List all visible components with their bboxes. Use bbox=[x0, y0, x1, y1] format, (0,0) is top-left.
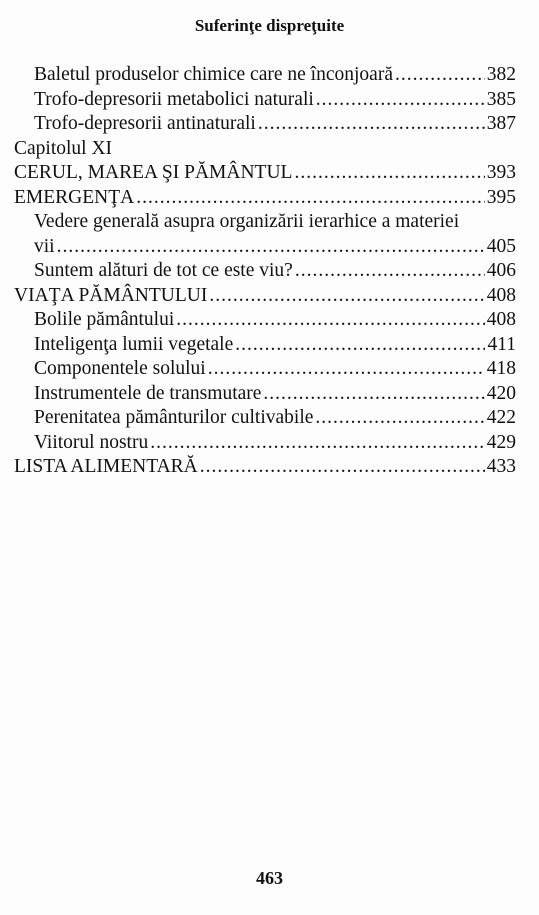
toc-leader-dots bbox=[136, 186, 485, 211]
toc-entry bbox=[14, 308, 516, 333]
toc-entry-page: 418 bbox=[486, 358, 516, 379]
toc-leader-dots bbox=[208, 357, 485, 382]
toc-entry-page: 429 bbox=[486, 431, 516, 453]
toc-entry-page: 433 bbox=[486, 456, 516, 477]
toc-entry-title: Capitolul XI bbox=[14, 137, 113, 159]
toc-entry-title-continuation: vii bbox=[34, 235, 55, 257]
toc-entry bbox=[14, 112, 516, 137]
toc-entry-page: 395 bbox=[486, 186, 516, 208]
toc-entry-title: Inteligenţa lumii vegetale bbox=[34, 333, 234, 355]
toc-entry bbox=[14, 357, 516, 382]
toc-leader-dots bbox=[295, 259, 485, 284]
toc-entry-title: Trofo-depresorii antinaturali bbox=[34, 113, 256, 134]
toc-entry-page: 408 bbox=[486, 284, 516, 306]
page-number: 463 bbox=[256, 868, 283, 888]
toc-entry-title: Viitorul nostru bbox=[34, 431, 149, 453]
toc-leader-dots bbox=[209, 284, 484, 309]
toc-entry-title: Suntem alături de tot ce este viu? bbox=[34, 260, 293, 281]
toc-entry bbox=[14, 161, 516, 186]
toc-entry bbox=[14, 63, 516, 88]
toc-chapter-label bbox=[14, 137, 516, 162]
toc-leader-dots bbox=[258, 112, 485, 137]
toc-entry-page: 420 bbox=[486, 382, 516, 404]
toc-entry-page: 385 bbox=[486, 88, 516, 110]
toc-leader-dots bbox=[263, 382, 484, 407]
toc-entry bbox=[14, 382, 516, 407]
toc-entry-title: LISTA ALIMENTARĂ bbox=[14, 456, 198, 477]
toc-leader-dots bbox=[316, 88, 485, 113]
toc-entry-title: Componentele solului bbox=[34, 358, 206, 379]
toc-entry bbox=[14, 88, 516, 113]
toc-entry-page: 406 bbox=[486, 260, 516, 281]
toc-entry-page: 387 bbox=[486, 113, 516, 134]
toc-entry-title: Trofo-depresorii metabolici naturali bbox=[34, 88, 314, 110]
toc-entry-title: CERUL, MAREA ŞI PĂMÂNTUL bbox=[14, 162, 293, 183]
toc-entry bbox=[14, 455, 516, 480]
toc-leader-dots bbox=[294, 161, 484, 186]
toc-entry-title: Bolile pământului bbox=[34, 309, 175, 330]
toc-entry bbox=[14, 186, 516, 211]
table-of-contents bbox=[14, 63, 516, 480]
toc-leader-dots bbox=[57, 235, 485, 260]
toc-entry bbox=[14, 235, 516, 260]
toc-leader-dots bbox=[235, 333, 485, 358]
toc-entry bbox=[14, 333, 516, 358]
toc-entry bbox=[14, 259, 516, 284]
toc-entry-title: Vedere generală asupra organizării ierarhice a materiei bbox=[34, 211, 460, 232]
toc-entry-title: Perenitatea pământurilor cultivabile bbox=[34, 407, 314, 428]
toc-entry bbox=[14, 284, 516, 309]
toc-entry-page: 411 bbox=[487, 333, 516, 355]
toc-entry-title: Instrumentele de transmutare bbox=[34, 382, 262, 404]
toc-leader-dots bbox=[315, 406, 484, 431]
toc-entry-page: 422 bbox=[486, 407, 516, 428]
toc-entry-page: 393 bbox=[486, 162, 516, 183]
toc-leader-dots bbox=[150, 431, 485, 456]
toc-entry-title: EMERGENŢA bbox=[14, 186, 135, 208]
toc-leader-dots bbox=[395, 63, 485, 88]
running-head: Suferinţe dispreţuite bbox=[194, 16, 345, 35]
toc-entry-title: Baletul produselor chimice care ne înconjoară bbox=[34, 64, 393, 85]
toc-entry-page: 405 bbox=[486, 235, 516, 257]
toc-leader-dots bbox=[176, 308, 484, 333]
toc-leader-dots bbox=[200, 455, 485, 480]
toc-entry-page: 382 bbox=[486, 64, 516, 85]
toc-entry-page: 408 bbox=[486, 309, 516, 330]
toc-entry bbox=[14, 431, 516, 456]
toc-entry-title: VIAŢA PĂMÂNTULUI bbox=[14, 284, 208, 306]
toc-entry bbox=[14, 406, 516, 431]
